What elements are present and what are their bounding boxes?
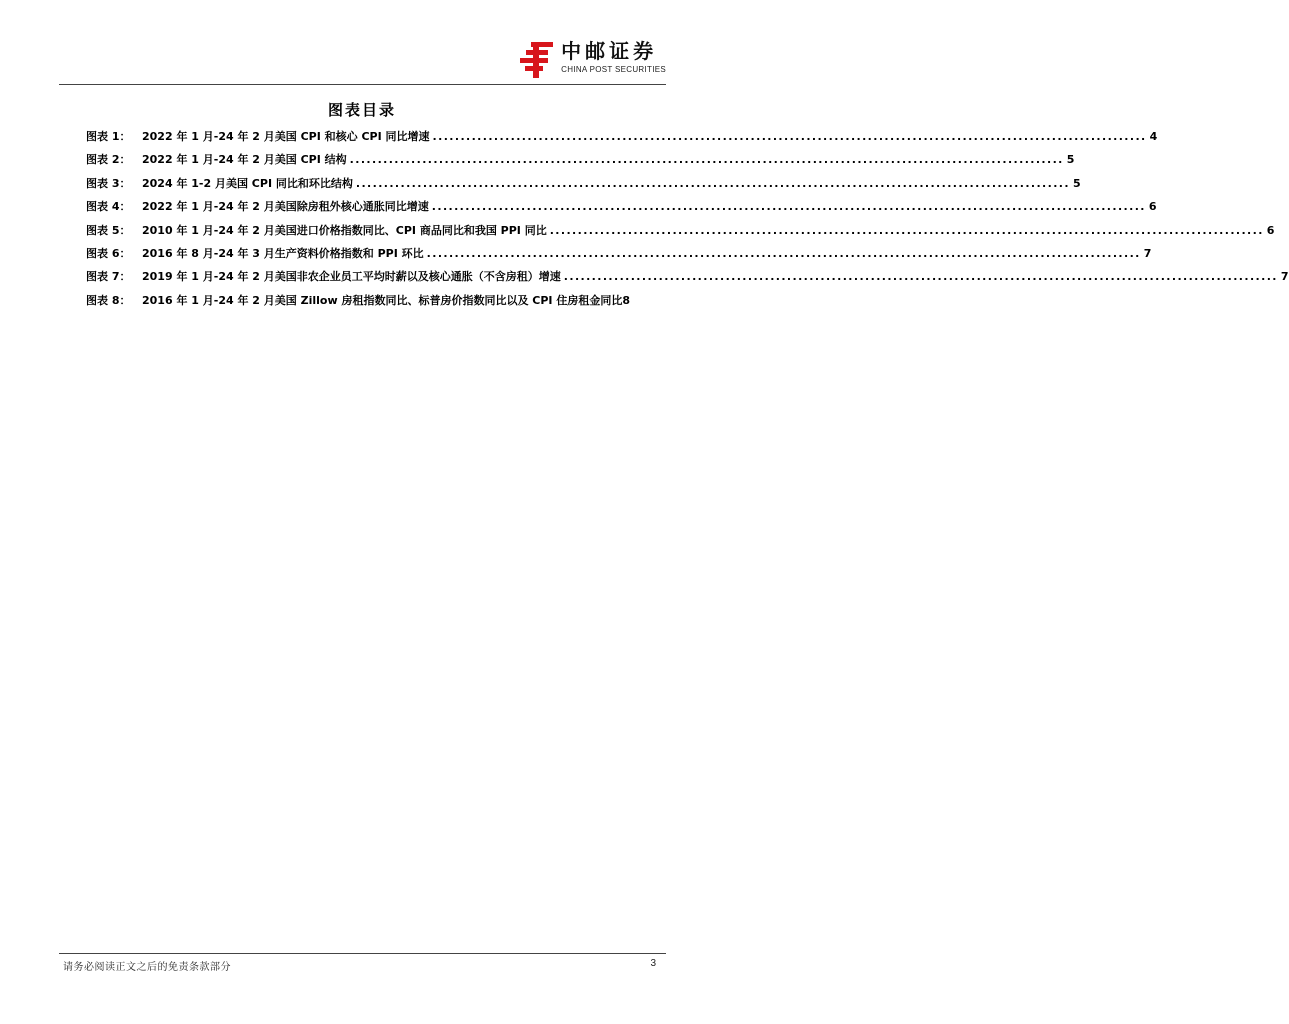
toc-entry-label: 图表 2： (86, 153, 131, 167)
toc-leader-dots (433, 130, 1147, 143)
china-post-logo-icon (517, 42, 555, 78)
logo-text (561, 40, 666, 74)
toc-entry-page: 5 (1072, 176, 1081, 190)
toc-entry-text: 2022 年 1 月-24 年 2 月美国除房租外核心通胀同比增速 (142, 200, 429, 214)
toc-leader-dots (356, 177, 1070, 190)
toc-leader-dots (550, 224, 1264, 237)
toc-entry-7[interactable] (86, 268, 1289, 291)
toc-entry-label: 图表 3： (86, 176, 131, 190)
toc-entry-8[interactable] (86, 292, 666, 315)
toc-leader-dots (432, 200, 1146, 213)
header-divider (59, 84, 666, 85)
toc-entry-3[interactable] (86, 175, 1081, 198)
toc-entry-1[interactable] (86, 128, 1158, 151)
toc-title: 图表目录 (327, 101, 396, 119)
toc-entry-label: 图表 6： (86, 246, 131, 260)
toc-entry-page: 6 (1266, 223, 1275, 237)
toc-entry-text: 2024 年 1-2 月美国 CPI 同比和环比结构 (142, 176, 353, 190)
logo-chinese-name: 中邮证券 (561, 39, 658, 63)
toc-entry-page: 7 (1280, 270, 1289, 284)
toc-entry-label: 图表 8： (86, 293, 131, 307)
page-number: 3 (650, 958, 656, 969)
toc-leader-dots (350, 153, 1064, 166)
toc-entry-page: 5 (1066, 153, 1075, 167)
toc-entry-page: 8 (622, 293, 630, 307)
toc-entry-text: 2016 年 1 月-24 年 2 月美国 Zillow 房租指数同比、标普房价指数同比以及 CPI 住房租金同比 (142, 293, 623, 307)
toc-entry-text: 2022 年 1 月-24 年 2 月美国 CPI 和核心 CPI 同比增速 (142, 130, 430, 143)
toc-entry-label: 图表 1： (86, 130, 131, 143)
toc-leader-dots (564, 270, 1278, 283)
toc-entry-label: 图表 7： (86, 270, 131, 284)
disclaimer-note: 请务必阅读正文之后的免责条款部分 (63, 962, 231, 973)
toc-leader-dots (427, 247, 1141, 260)
toc-entry-text: 2022 年 1 月-24 年 2 月美国 CPI 结构 (142, 153, 347, 167)
header-logo (517, 40, 666, 78)
toc-entry-text: 2010 年 1 月-24 年 2 月美国进口价格指数同比、CPI 商品同比和我国 PPI 同比 (142, 223, 547, 237)
toc-entry-label: 图表 5： (86, 223, 131, 237)
logo-english-name: CHINA POST SECURITIES (561, 65, 666, 74)
toc-entry-2[interactable] (86, 151, 1075, 174)
toc-entry-page: 7 (1143, 246, 1152, 260)
toc-list (86, 128, 1289, 315)
toc-entry-6[interactable] (86, 245, 1152, 268)
toc-entry-4[interactable] (86, 198, 1157, 221)
toc-entry-5[interactable] (86, 222, 1275, 245)
toc-entry-text: 2019 年 1 月-24 年 2 月美国非农企业员工平均时薪以及核心通胀（不含房租）增速 (142, 270, 561, 284)
toc-entry-page: 4 (1149, 130, 1158, 143)
toc-entry-text: 2016 年 8 月-24 年 3 月生产资料价格指数和 PPI 环比 (142, 246, 424, 260)
footer-divider (59, 953, 666, 954)
toc-entry-label: 图表 4： (86, 200, 131, 214)
toc-entry-page: 6 (1148, 200, 1157, 214)
